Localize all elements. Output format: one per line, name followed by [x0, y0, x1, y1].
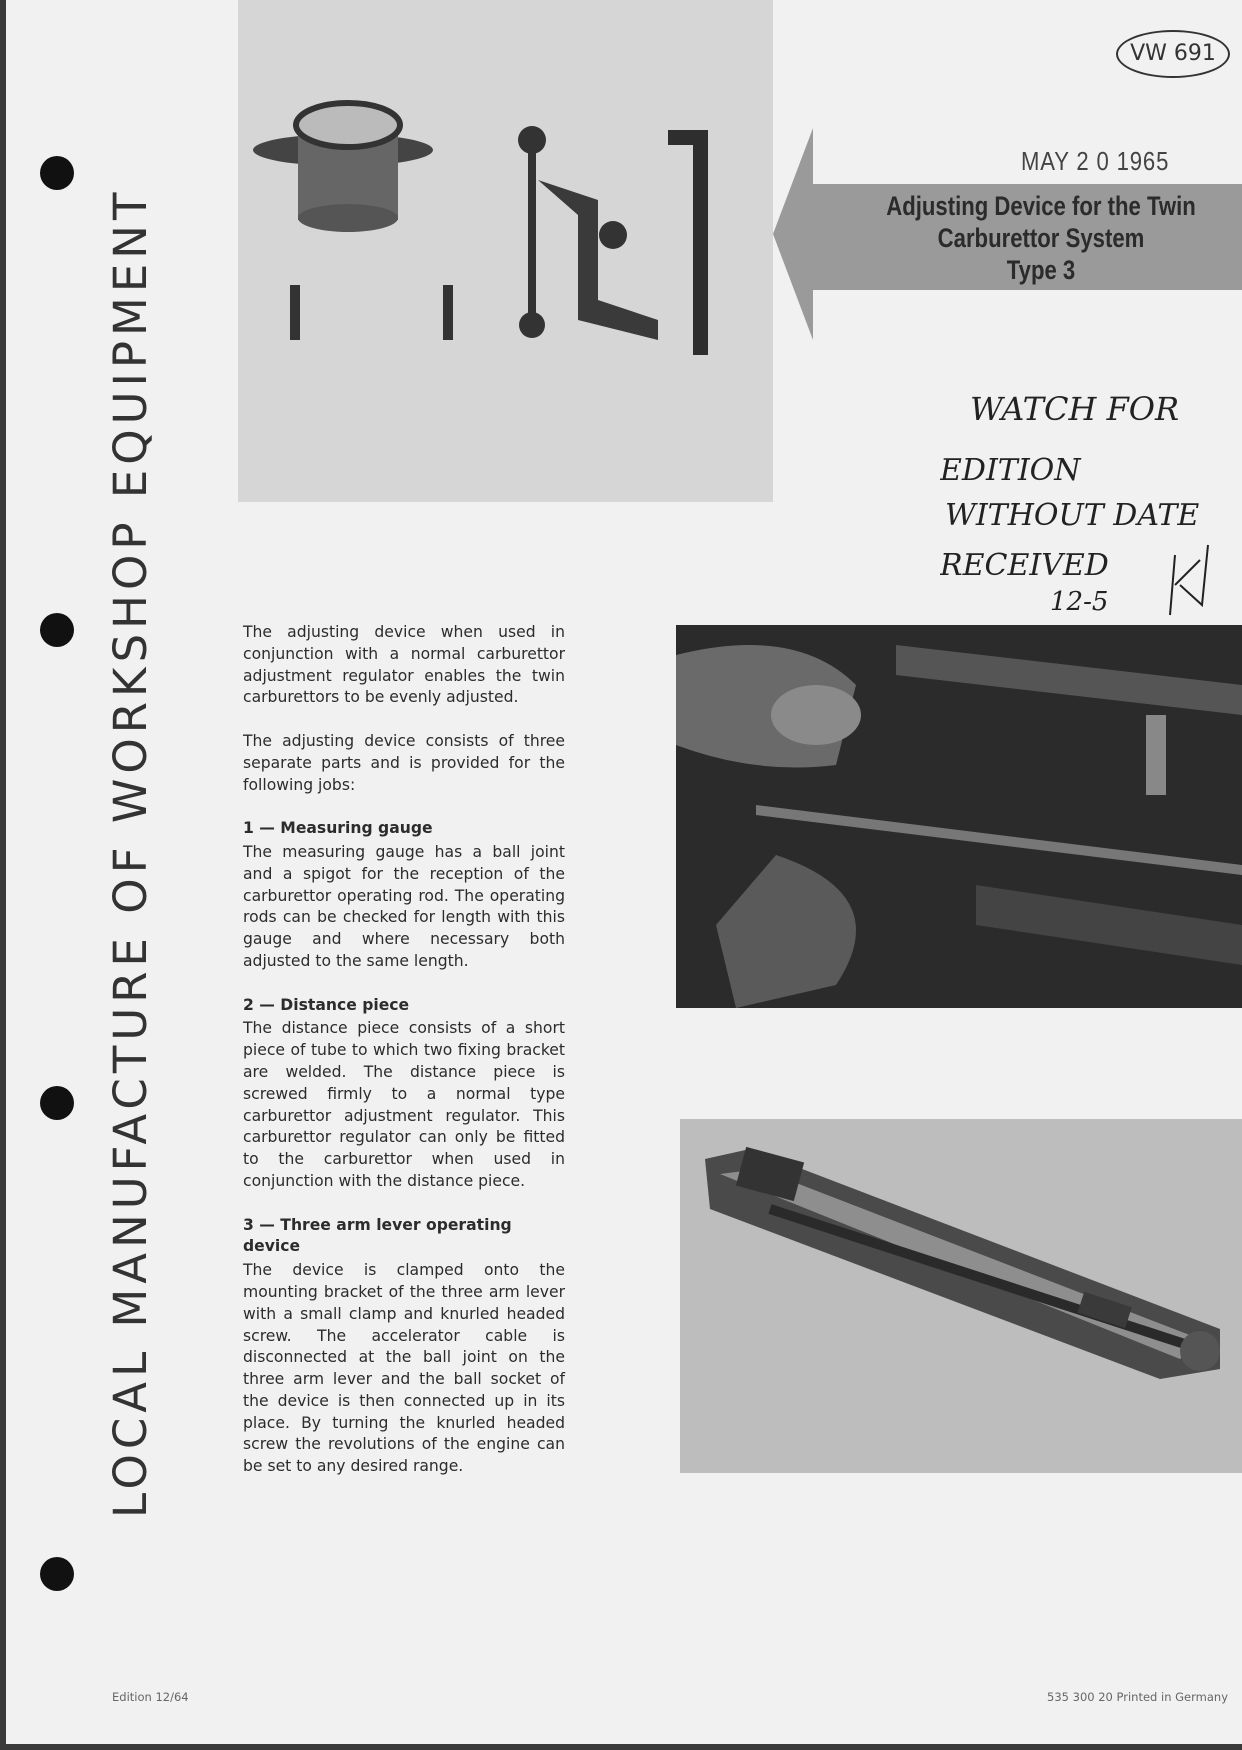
- punch-hole: [40, 1557, 74, 1591]
- punch-hole: [40, 1086, 74, 1120]
- section-title: 1 — Measuring gauge: [243, 819, 433, 838]
- section-text: The distance piece consists of a short piece of tube to which two fixing bracket are welded. The distance piece is screwed firmly to a normal type carburettor adjustment regulator. This carburettor regulator can only be fitted to the carburettor when used in conjunction with the distance piece.: [243, 1019, 565, 1190]
- side-title: LOCAL MANUFACTURE OF WORKSHOP EQUIPMENT: [104, 187, 157, 1518]
- print-info: 535 300 20 Printed in Germany: [1047, 1690, 1228, 1704]
- punch-hole: [40, 613, 74, 647]
- handwritten-note-signature: [940, 380, 1240, 620]
- punch-hole: [40, 156, 74, 190]
- svg-text:WITHOUT DATE: WITHOUT DATE: [945, 498, 1200, 533]
- engine-photo: [676, 625, 1242, 1008]
- svg-text:WATCH FOR: WATCH FOR: [970, 390, 1180, 428]
- reference-number: VW 691: [1116, 30, 1230, 78]
- heading-line: Adjusting Device for the Twin: [886, 191, 1196, 221]
- heading-line: Carburettor System: [937, 223, 1145, 253]
- heading-line: Type 3: [1006, 255, 1076, 285]
- edition-label: Edition 12/64: [112, 1690, 189, 1704]
- svg-text:RECEIVED: RECEIVED: [940, 548, 1109, 583]
- intro-paragraph: The adjusting device consists of three separate parts and is provided for the following jobs:: [243, 731, 565, 794]
- date-stamp: MAY 2 0 1965: [1021, 146, 1170, 176]
- body-text: [243, 622, 565, 1500]
- scan-edge-left: [0, 0, 6, 1750]
- document-heading: [876, 190, 1206, 286]
- section-title: 2 — Distance piece: [243, 995, 410, 1014]
- section-title: 3 — Three arm lever operating device: [243, 1215, 512, 1256]
- section-text: The device is clamped onto the mounting bracket of the three arm lever with a small clamp and knurled headed screw. The accelerator cable is disconnected at the ball joint on the three arm lever and the ball socket of the device is then connected up in its place. By turning the knurled headed screw the revolutions of the engine can be set to any desired range.: [243, 1261, 565, 1476]
- lever-device-photo: [680, 1119, 1242, 1473]
- intro-paragraph: The adjusting device when used in conjunction with a normal carburettor adjustment regulator enables the twin carburettors to be evenly adjusted.: [243, 623, 565, 707]
- parts-photo: [238, 0, 773, 502]
- svg-text:EDITION: EDITION: [940, 453, 1081, 488]
- svg-text:12-5: 12-5: [1050, 587, 1109, 617]
- scan-edge-bottom: [0, 1744, 1242, 1750]
- section-text: The measuring gauge has a ball joint and a spigot for the reception of the carburettor operating rod. The operating rods can be checked for length with this gauge and where necessary both adjusted to the same length.: [243, 842, 565, 970]
